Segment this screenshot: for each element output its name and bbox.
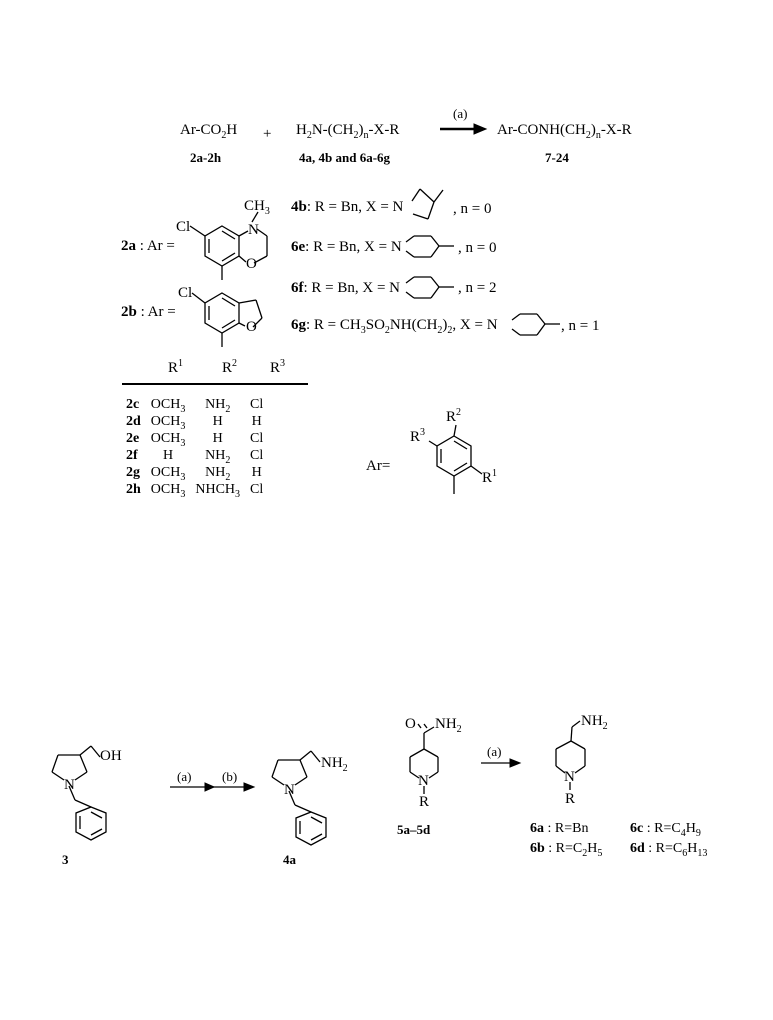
amide-nh2: $NH_2$ [435,716,462,735]
compound-5-label: 5a–5d [397,822,431,837]
hydroxyl-group: OH [100,748,122,764]
oxygen-atom: O [246,319,257,335]
header-r3: $R^3$ [270,358,286,376]
amino-group: $NH_2$ [581,713,608,732]
legend-6d: 6d : $R=C_6H_{13}$ [630,841,708,859]
table-row: 2d $OCH_3$ H H [126,414,262,432]
piperidine-ring-6e [406,236,454,257]
table-row: 2h $OCH_3$ $NHCH_3$ Cl [126,482,264,500]
step-a-label: (a) [487,744,502,759]
amine-formula: $H_2N-(CH_2)_n-X-R$ [296,122,400,141]
ar-2b-label: 2b : Ar = [121,304,176,320]
substituent-r3: $R^3$ [410,427,426,445]
step-a-label: (a) [177,769,192,784]
pyrrolidine-ring-4b [412,189,443,219]
piperidine-ring-6f [406,277,454,298]
reaction-arrow-1 [440,124,486,134]
nitrogen-atom: N [284,782,295,798]
substituent-table [126,396,268,498]
compound-4a-structure [272,751,326,845]
oxygen-atom: O [405,716,416,732]
table-row: 2e $OCH_3$ H Cl [126,431,264,449]
step-b-label: (b) [222,769,238,784]
product-label: 7-24 [545,150,569,165]
plus-sign: + [263,126,272,142]
compound-3-structure [52,746,106,840]
acid-label: 2a-2h [190,150,222,165]
chlorine-atom: Cl [176,219,191,235]
substituent-r2: $R^2$ [446,407,462,425]
oxygen-atom: O [246,256,257,272]
r-group: R [565,791,576,807]
r-group: R [419,794,430,810]
nitrogen-atom: N [418,773,429,789]
compound-4a-label: 4a [283,852,296,867]
table-row: 2g $OCH_3$ $NH_2$ H [126,465,262,483]
chlorine-atom: Cl [178,285,193,301]
product-formula: $Ar-CONH(CH_2)_n-X-R$ [497,122,632,141]
amine-label: 4a, 4b and 6a-6g [299,150,391,165]
nitrogen-atom: N [248,222,259,238]
legend-6a: 6a : R=Bn [530,821,589,836]
reaction-condition: (a) [453,106,468,121]
header-r1: $R^1$ [168,358,184,376]
amino-group: $NH_2$ [321,755,348,774]
legend-6b: 6b : $R=C_2H_5$ [530,841,603,859]
table-row: 2f H $NH_2$ Cl [126,448,264,466]
ar-general-label: Ar= [366,458,391,474]
table-rule [122,383,308,385]
piperidine-ring-6g [512,314,560,335]
legend-6c: 6c : $R=C_4H_9$ [630,821,701,839]
table-row: 2c $OCH_3$ $NH_2$ Cl [126,397,264,415]
ar-2a-label: 2a : Ar = [121,238,175,254]
acid-formula: $Ar-CO_2H$ [180,122,238,141]
compound-3-label: 3 [62,852,69,867]
nitrogen-atom: N [564,769,575,785]
substituent-r1: $R^1$ [482,468,498,486]
methyl-group: $CH_3$ [244,198,270,217]
reaction-arrow-3 [481,759,520,767]
nitrogen-atom: N [64,777,75,793]
header-r2: $R^2$ [222,358,238,376]
aryl-general-structure [429,425,482,494]
